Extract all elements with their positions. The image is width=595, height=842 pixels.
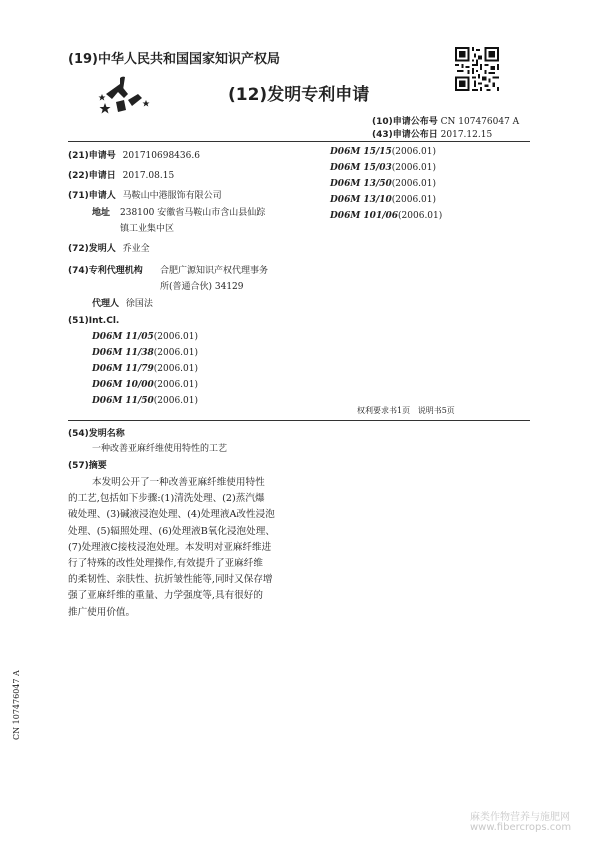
intcl-entry xyxy=(92,364,198,374)
intcl-version: (2006.01) xyxy=(391,147,437,157)
agency-line-2: 所(普通合伙) 34129 xyxy=(160,282,244,292)
intcl-entry xyxy=(92,348,198,358)
intcl-entry xyxy=(92,380,198,390)
publication-number-label: (10)申请公布号 xyxy=(372,117,438,127)
intcl-code: D06M 15/03 xyxy=(330,163,392,173)
title-label: (54)发明名称 xyxy=(68,429,125,439)
biblio-divider xyxy=(68,420,530,421)
intcl-code: D06M 11/79 xyxy=(92,364,154,374)
publication-number: CN 107476047 A xyxy=(440,117,520,127)
intcl-version: (2006.01) xyxy=(391,179,437,189)
abstract-line: 处理、(5)辐照处理、(6)处理液B氧化浸泡处理、 xyxy=(68,525,275,537)
side-publication-number: CN 107476047 A xyxy=(12,670,21,740)
intcl-entry xyxy=(330,179,436,189)
intcl-code: D06M 11/05 xyxy=(92,332,154,342)
abstract-line: 强了亚麻纤维的重量、力学强度等,具有很好的 xyxy=(68,590,263,602)
abstract-line: 本发明公开了一种改善亚麻纤维使用特性 xyxy=(92,477,265,488)
header-divider xyxy=(68,141,530,142)
intcl-entry xyxy=(330,195,436,205)
office-name: (19)中华人民共和国国家知识产权局 xyxy=(68,52,280,67)
intcl-code: D06M 11/50 xyxy=(92,396,154,406)
agent: 徐国法 xyxy=(125,299,153,309)
applicant-row xyxy=(68,188,222,201)
address-line-1: 238100 安徽省马鞍山市含山县仙踪 xyxy=(120,208,266,218)
intcl-version: (2006.01) xyxy=(153,380,199,390)
intcl-code: D06M 11/38 xyxy=(92,348,154,358)
application-number-row xyxy=(68,148,200,161)
abstract-line: 行了特殊的改性处理操作,有效提升了亚麻纤维 xyxy=(68,558,263,569)
intcl-version: (2006.01) xyxy=(391,195,437,205)
agency-line-1: 合肥广源知识产权代理事务 xyxy=(160,266,269,276)
inventor: 乔业全 xyxy=(122,244,150,254)
applicant: 马鞍山中港服饰有限公司 xyxy=(122,191,222,201)
document-type: (12)发明专利申请 xyxy=(228,85,370,105)
intcl-version: (2006.01) xyxy=(398,211,443,221)
intcl-entry xyxy=(92,396,198,406)
intcl-entry xyxy=(330,147,436,157)
publication-date-row xyxy=(372,127,492,140)
applicant-label: (71)申请人 xyxy=(68,191,116,201)
agent-row xyxy=(92,296,153,309)
intcl-code: D06M 15/15 xyxy=(330,147,392,157)
application-date-label: (22)申请日 xyxy=(68,171,116,181)
intcl-code: D06M 13/50 xyxy=(330,179,392,189)
intcl-version: (2006.01) xyxy=(153,364,199,374)
inventor-label: (72)发明人 xyxy=(68,244,116,254)
address-line-2: 镇工业集中区 xyxy=(120,224,175,234)
intcl-entry xyxy=(330,211,442,221)
publication-number-row xyxy=(372,114,519,127)
intcl-version: (2006.01) xyxy=(153,348,199,358)
abstract-line: (7)处理液C接枝浸泡处理。本发明对亚麻纤维进 xyxy=(68,541,272,553)
watermark-line-2: www.fibercrops.com xyxy=(470,822,572,833)
abstract-line: 的柔韧性、亲肤性、抗折皱性能等,同时又保存增 xyxy=(68,574,273,586)
intcl-version: (2006.01) xyxy=(391,163,437,173)
application-date: 2017.08.15 xyxy=(122,171,175,181)
application-number-label: (21)申请号 xyxy=(68,151,116,161)
application-date-row xyxy=(68,168,174,181)
agent-label: 代理人 xyxy=(92,299,120,309)
abstract-line: 推广使用价值。 xyxy=(68,606,136,618)
qr-code-icon xyxy=(455,47,499,91)
abstract-label: (57)摘要 xyxy=(68,461,107,471)
intcl-version: (2006.01) xyxy=(153,332,199,342)
intcl-code: D06M 10/00 xyxy=(92,380,154,390)
application-number: 201710698436.6 xyxy=(122,151,200,161)
watermark-line-1: 麻类作物营养与施肥网 xyxy=(470,812,570,823)
intcl-version: (2006.01) xyxy=(153,396,199,406)
intcl-label: (51)Int.Cl. xyxy=(68,316,120,326)
invention-title: 一种改善亚麻纤维使用特性的工艺 xyxy=(92,444,228,454)
pages-note: 权利要求书1页 说明书5页 xyxy=(357,406,455,415)
abstract-line: 破处理、(3)碱液浸泡处理、(4)处理液A改性浸泡 xyxy=(68,509,275,521)
intcl-entry xyxy=(92,332,198,342)
address-label: 地址 xyxy=(92,208,111,218)
publication-date: 2017.12.15 xyxy=(440,130,493,140)
abstract-line: 的工艺,包括如下步骤:(1)清洗处理、(2)蒸汽爆 xyxy=(68,493,265,505)
publication-date-label: (43)申请公布日 xyxy=(372,130,438,140)
cnipa-logo-icon xyxy=(98,72,156,118)
intcl-code: D06M 13/10 xyxy=(330,195,392,205)
inventor-row xyxy=(68,241,150,254)
agency-label: (74)专利代理机构 xyxy=(68,266,143,276)
intcl-code: D06M 101/06 xyxy=(330,211,399,221)
intcl-entry xyxy=(330,163,436,173)
